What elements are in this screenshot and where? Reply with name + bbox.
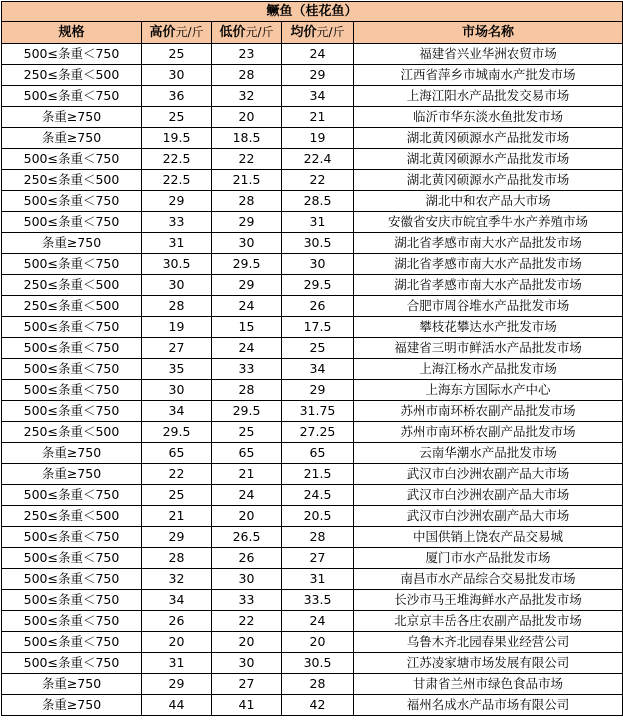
table-row: [2, 611, 623, 632]
cell-low: 24: [212, 296, 282, 317]
table-row: [2, 191, 623, 212]
cell-spec: 500≤条重＜750: [2, 44, 142, 65]
cell-spec: 500≤条重＜750: [2, 653, 142, 674]
cell-spec: 条重≥750: [2, 695, 142, 716]
cell-low: 26: [212, 548, 282, 569]
cell-low: 30: [212, 653, 282, 674]
cell-low: 26.5: [212, 527, 282, 548]
cell-avg: 42: [282, 695, 354, 716]
header-spec: 规格: [2, 22, 142, 44]
cell-spec: 500≤条重＜750: [2, 548, 142, 569]
cell-high: 32: [142, 569, 212, 590]
cell-high: 36: [142, 86, 212, 107]
cell-spec: 500≤条重＜750: [2, 191, 142, 212]
cell-spec: 条重≥750: [2, 233, 142, 254]
cell-high: 31: [142, 653, 212, 674]
cell-avg: 33.5: [282, 590, 354, 611]
cell-spec: 500≤条重＜750: [2, 338, 142, 359]
cell-market: 乌鲁木齐北园春果业经营公司: [354, 632, 623, 653]
header-high: [142, 22, 212, 44]
table-row: [2, 233, 623, 254]
cell-market: 福建省兴业华洲农贸市场: [354, 44, 623, 65]
price-table: [1, 1, 623, 716]
cell-low: 18.5: [212, 128, 282, 149]
cell-avg: 21.5: [282, 464, 354, 485]
cell-market: 厦门市水产品批发市场: [354, 548, 623, 569]
cell-avg: 24: [282, 44, 354, 65]
header-low: [212, 22, 282, 44]
cell-high: 29: [142, 674, 212, 695]
cell-spec: 500≤条重＜750: [2, 149, 142, 170]
cell-spec: 500≤条重＜750: [2, 212, 142, 233]
cell-market: 武汉市白沙洲农副产品大市场: [354, 506, 623, 527]
cell-avg: 22: [282, 170, 354, 191]
cell-market: 湖北省孝感市南大水产品批发市场: [354, 233, 623, 254]
cell-market: 临沂市华东淡水鱼批发市场: [354, 107, 623, 128]
cell-market: 中国供销上饶农产品交易城: [354, 527, 623, 548]
cell-spec: 250≤条重＜500: [2, 170, 142, 191]
cell-low: 28: [212, 191, 282, 212]
cell-spec: 500≤条重＜750: [2, 254, 142, 275]
cell-market: 福州名成水产品市场有限公司: [354, 695, 623, 716]
cell-avg: 30.5: [282, 233, 354, 254]
cell-spec: 500≤条重＜750: [2, 86, 142, 107]
cell-avg: 31: [282, 569, 354, 590]
cell-high: 27: [142, 338, 212, 359]
cell-high: 25: [142, 485, 212, 506]
cell-avg: 34: [282, 359, 354, 380]
cell-high: 30: [142, 380, 212, 401]
header-market: 市场名称: [354, 22, 623, 44]
table-row: [2, 590, 623, 611]
cell-market: 北京京丰岳各庄农副产品批发市场: [354, 611, 623, 632]
cell-avg: 65: [282, 443, 354, 464]
cell-high: 28: [142, 296, 212, 317]
table-row: [2, 44, 623, 65]
cell-market: 湖北省孝感市南大水产品批发市场: [354, 275, 623, 296]
cell-spec: 250≤条重＜500: [2, 506, 142, 527]
table-title-row: [2, 2, 623, 22]
cell-market: 江西省萍乡市城南水产批发市场: [354, 65, 623, 86]
cell-market: 苏州市南环桥农副产品批发市场: [354, 422, 623, 443]
cell-market: 武汉市白沙洲农副产品大市场: [354, 485, 623, 506]
cell-high: 29: [142, 191, 212, 212]
cell-market: 长沙市马王堆海鲜水产品批发市场: [354, 590, 623, 611]
cell-avg: 21: [282, 107, 354, 128]
cell-market: 江苏凌家塘市场发展有限公司: [354, 653, 623, 674]
cell-low: 21: [212, 464, 282, 485]
cell-low: 20: [212, 506, 282, 527]
cell-high: 30: [142, 65, 212, 86]
cell-low: 30: [212, 569, 282, 590]
header-avg: [282, 22, 354, 44]
header-high-unit: 元/斤: [175, 25, 204, 39]
cell-avg: 26: [282, 296, 354, 317]
cell-low: 25: [212, 422, 282, 443]
cell-spec: 500≤条重＜750: [2, 359, 142, 380]
cell-low: 30: [212, 233, 282, 254]
cell-high: 30: [142, 275, 212, 296]
cell-high: 65: [142, 443, 212, 464]
header-avg-label: 均价: [290, 25, 317, 40]
cell-spec: 500≤条重＜750: [2, 380, 142, 401]
cell-spec: 500≤条重＜750: [2, 569, 142, 590]
cell-low: 33: [212, 359, 282, 380]
cell-spec: 条重≥750: [2, 674, 142, 695]
table-row: [2, 338, 623, 359]
cell-market: 湖北中和农产品大市场: [354, 191, 623, 212]
table-row: [2, 380, 623, 401]
cell-market: 上海江杨水产品批发市场: [354, 359, 623, 380]
table-row: [2, 275, 623, 296]
table-row: [2, 317, 623, 338]
table-row: [2, 254, 623, 275]
cell-low: 22: [212, 149, 282, 170]
cell-high: 34: [142, 590, 212, 611]
cell-high: 29.5: [142, 422, 212, 443]
cell-low: 41: [212, 695, 282, 716]
cell-avg: 30: [282, 254, 354, 275]
cell-spec: 500≤条重＜750: [2, 401, 142, 422]
cell-avg: 29: [282, 380, 354, 401]
table-row: [2, 149, 623, 170]
cell-market: 上海东方国际水产中心: [354, 380, 623, 401]
cell-low: 23: [212, 44, 282, 65]
cell-spec: 500≤条重＜750: [2, 632, 142, 653]
table-row: [2, 359, 623, 380]
table-header-row: [2, 22, 623, 44]
cell-avg: 28: [282, 527, 354, 548]
cell-avg: 24.5: [282, 485, 354, 506]
table-row: [2, 296, 623, 317]
cell-high: 28: [142, 548, 212, 569]
table-body: [2, 44, 623, 716]
table-row: [2, 107, 623, 128]
cell-spec: 条重≥750: [2, 443, 142, 464]
cell-low: 32: [212, 86, 282, 107]
cell-market: 上海江阳水产品批发交易市场: [354, 86, 623, 107]
cell-low: 15: [212, 317, 282, 338]
table-row: [2, 527, 623, 548]
cell-avg: 20.5: [282, 506, 354, 527]
cell-avg: 27.25: [282, 422, 354, 443]
cell-high: 21: [142, 506, 212, 527]
cell-spec: 250≤条重＜500: [2, 275, 142, 296]
table-row: [2, 212, 623, 233]
cell-avg: 25: [282, 338, 354, 359]
table-row: [2, 170, 623, 191]
cell-low: 27: [212, 674, 282, 695]
cell-avg: 29.5: [282, 275, 354, 296]
cell-market: 云南华潮水产品批发市场: [354, 443, 623, 464]
cell-high: 22.5: [142, 170, 212, 191]
table-row: [2, 632, 623, 653]
cell-market: 苏州市南环桥农副产品批发市场: [354, 401, 623, 422]
cell-market: 湖北黄冈硕源水产品批发市场: [354, 170, 623, 191]
cell-market: 合肥市周谷堆水产品批发市场: [354, 296, 623, 317]
cell-low: 65: [212, 443, 282, 464]
cell-high: 22: [142, 464, 212, 485]
cell-high: 35: [142, 359, 212, 380]
cell-spec: 500≤条重＜750: [2, 611, 142, 632]
cell-low: 29.5: [212, 254, 282, 275]
cell-high: 29: [142, 527, 212, 548]
cell-spec: 250≤条重＜500: [2, 65, 142, 86]
cell-high: 26: [142, 611, 212, 632]
cell-high: 30.5: [142, 254, 212, 275]
cell-avg: 31: [282, 212, 354, 233]
cell-low: 21.5: [212, 170, 282, 191]
table-row: [2, 443, 623, 464]
cell-high: 25: [142, 107, 212, 128]
cell-market: 湖北省孝感市南大水产品批发市场: [354, 254, 623, 275]
cell-avg: 31.75: [282, 401, 354, 422]
cell-spec: 250≤条重＜500: [2, 296, 142, 317]
cell-avg: 19: [282, 128, 354, 149]
cell-low: 28: [212, 380, 282, 401]
cell-market: 南昌市水产品综合交易批发市场: [354, 569, 623, 590]
cell-avg: 30.5: [282, 653, 354, 674]
cell-avg: 28.5: [282, 191, 354, 212]
cell-high: 44: [142, 695, 212, 716]
table-row: [2, 422, 623, 443]
cell-high: 31: [142, 233, 212, 254]
cell-low: 24: [212, 485, 282, 506]
price-table-container: [1, 1, 622, 716]
table-row: [2, 548, 623, 569]
cell-low: 29: [212, 212, 282, 233]
cell-spec: 500≤条重＜750: [2, 590, 142, 611]
table-row: [2, 674, 623, 695]
table-row: [2, 65, 623, 86]
cell-low: 29.5: [212, 401, 282, 422]
cell-low: 22: [212, 611, 282, 632]
cell-avg: 27: [282, 548, 354, 569]
cell-avg: 34: [282, 86, 354, 107]
cell-high: 19: [142, 317, 212, 338]
cell-high: 19.5: [142, 128, 212, 149]
cell-avg: 17.5: [282, 317, 354, 338]
table-row: [2, 485, 623, 506]
cell-low: 24: [212, 338, 282, 359]
cell-spec: 250≤条重＜500: [2, 422, 142, 443]
table-row: [2, 506, 623, 527]
cell-low: 33: [212, 590, 282, 611]
cell-low: 20: [212, 107, 282, 128]
cell-avg: 24: [282, 611, 354, 632]
cell-market: 福建省三明市鲜活水产品批发市场: [354, 338, 623, 359]
cell-spec: 500≤条重＜750: [2, 317, 142, 338]
table-title: 鳜鱼（桂花鱼）: [2, 2, 623, 22]
table-row: [2, 569, 623, 590]
cell-market: 攀枝花攀达水产批发市场: [354, 317, 623, 338]
header-low-label: 低价: [219, 25, 246, 40]
cell-market: 湖北黄冈硕源水产品批发市场: [354, 149, 623, 170]
cell-spec: 500≤条重＜750: [2, 485, 142, 506]
cell-spec: 500≤条重＜750: [2, 527, 142, 548]
cell-market: 湖北黄冈硕源水产品批发市场: [354, 128, 623, 149]
cell-avg: 22.4: [282, 149, 354, 170]
cell-market: 武汉市白沙洲农副产品大市场: [354, 464, 623, 485]
cell-spec: 条重≥750: [2, 128, 142, 149]
table-row: [2, 695, 623, 716]
table-row: [2, 401, 623, 422]
header-high-label: 高价: [149, 25, 176, 40]
table-row: [2, 86, 623, 107]
cell-high: 33: [142, 212, 212, 233]
table-row: [2, 128, 623, 149]
cell-low: 20: [212, 632, 282, 653]
cell-high: 22.5: [142, 149, 212, 170]
cell-low: 28: [212, 65, 282, 86]
cell-avg: 28: [282, 674, 354, 695]
cell-high: 25: [142, 44, 212, 65]
cell-high: 20: [142, 632, 212, 653]
table-row: [2, 653, 623, 674]
cell-spec: 条重≥750: [2, 464, 142, 485]
table-row: [2, 464, 623, 485]
cell-market: 安徽省安庆市皖宜季牛水产养殖市场: [354, 212, 623, 233]
cell-avg: 20: [282, 632, 354, 653]
cell-high: 34: [142, 401, 212, 422]
cell-spec: 条重≥750: [2, 107, 142, 128]
cell-low: 29: [212, 275, 282, 296]
header-avg-unit: 元/斤: [316, 25, 345, 39]
cell-market: 甘肃省兰州市绿色食品市场: [354, 674, 623, 695]
cell-avg: 29: [282, 65, 354, 86]
header-low-unit: 元/斤: [245, 25, 274, 39]
